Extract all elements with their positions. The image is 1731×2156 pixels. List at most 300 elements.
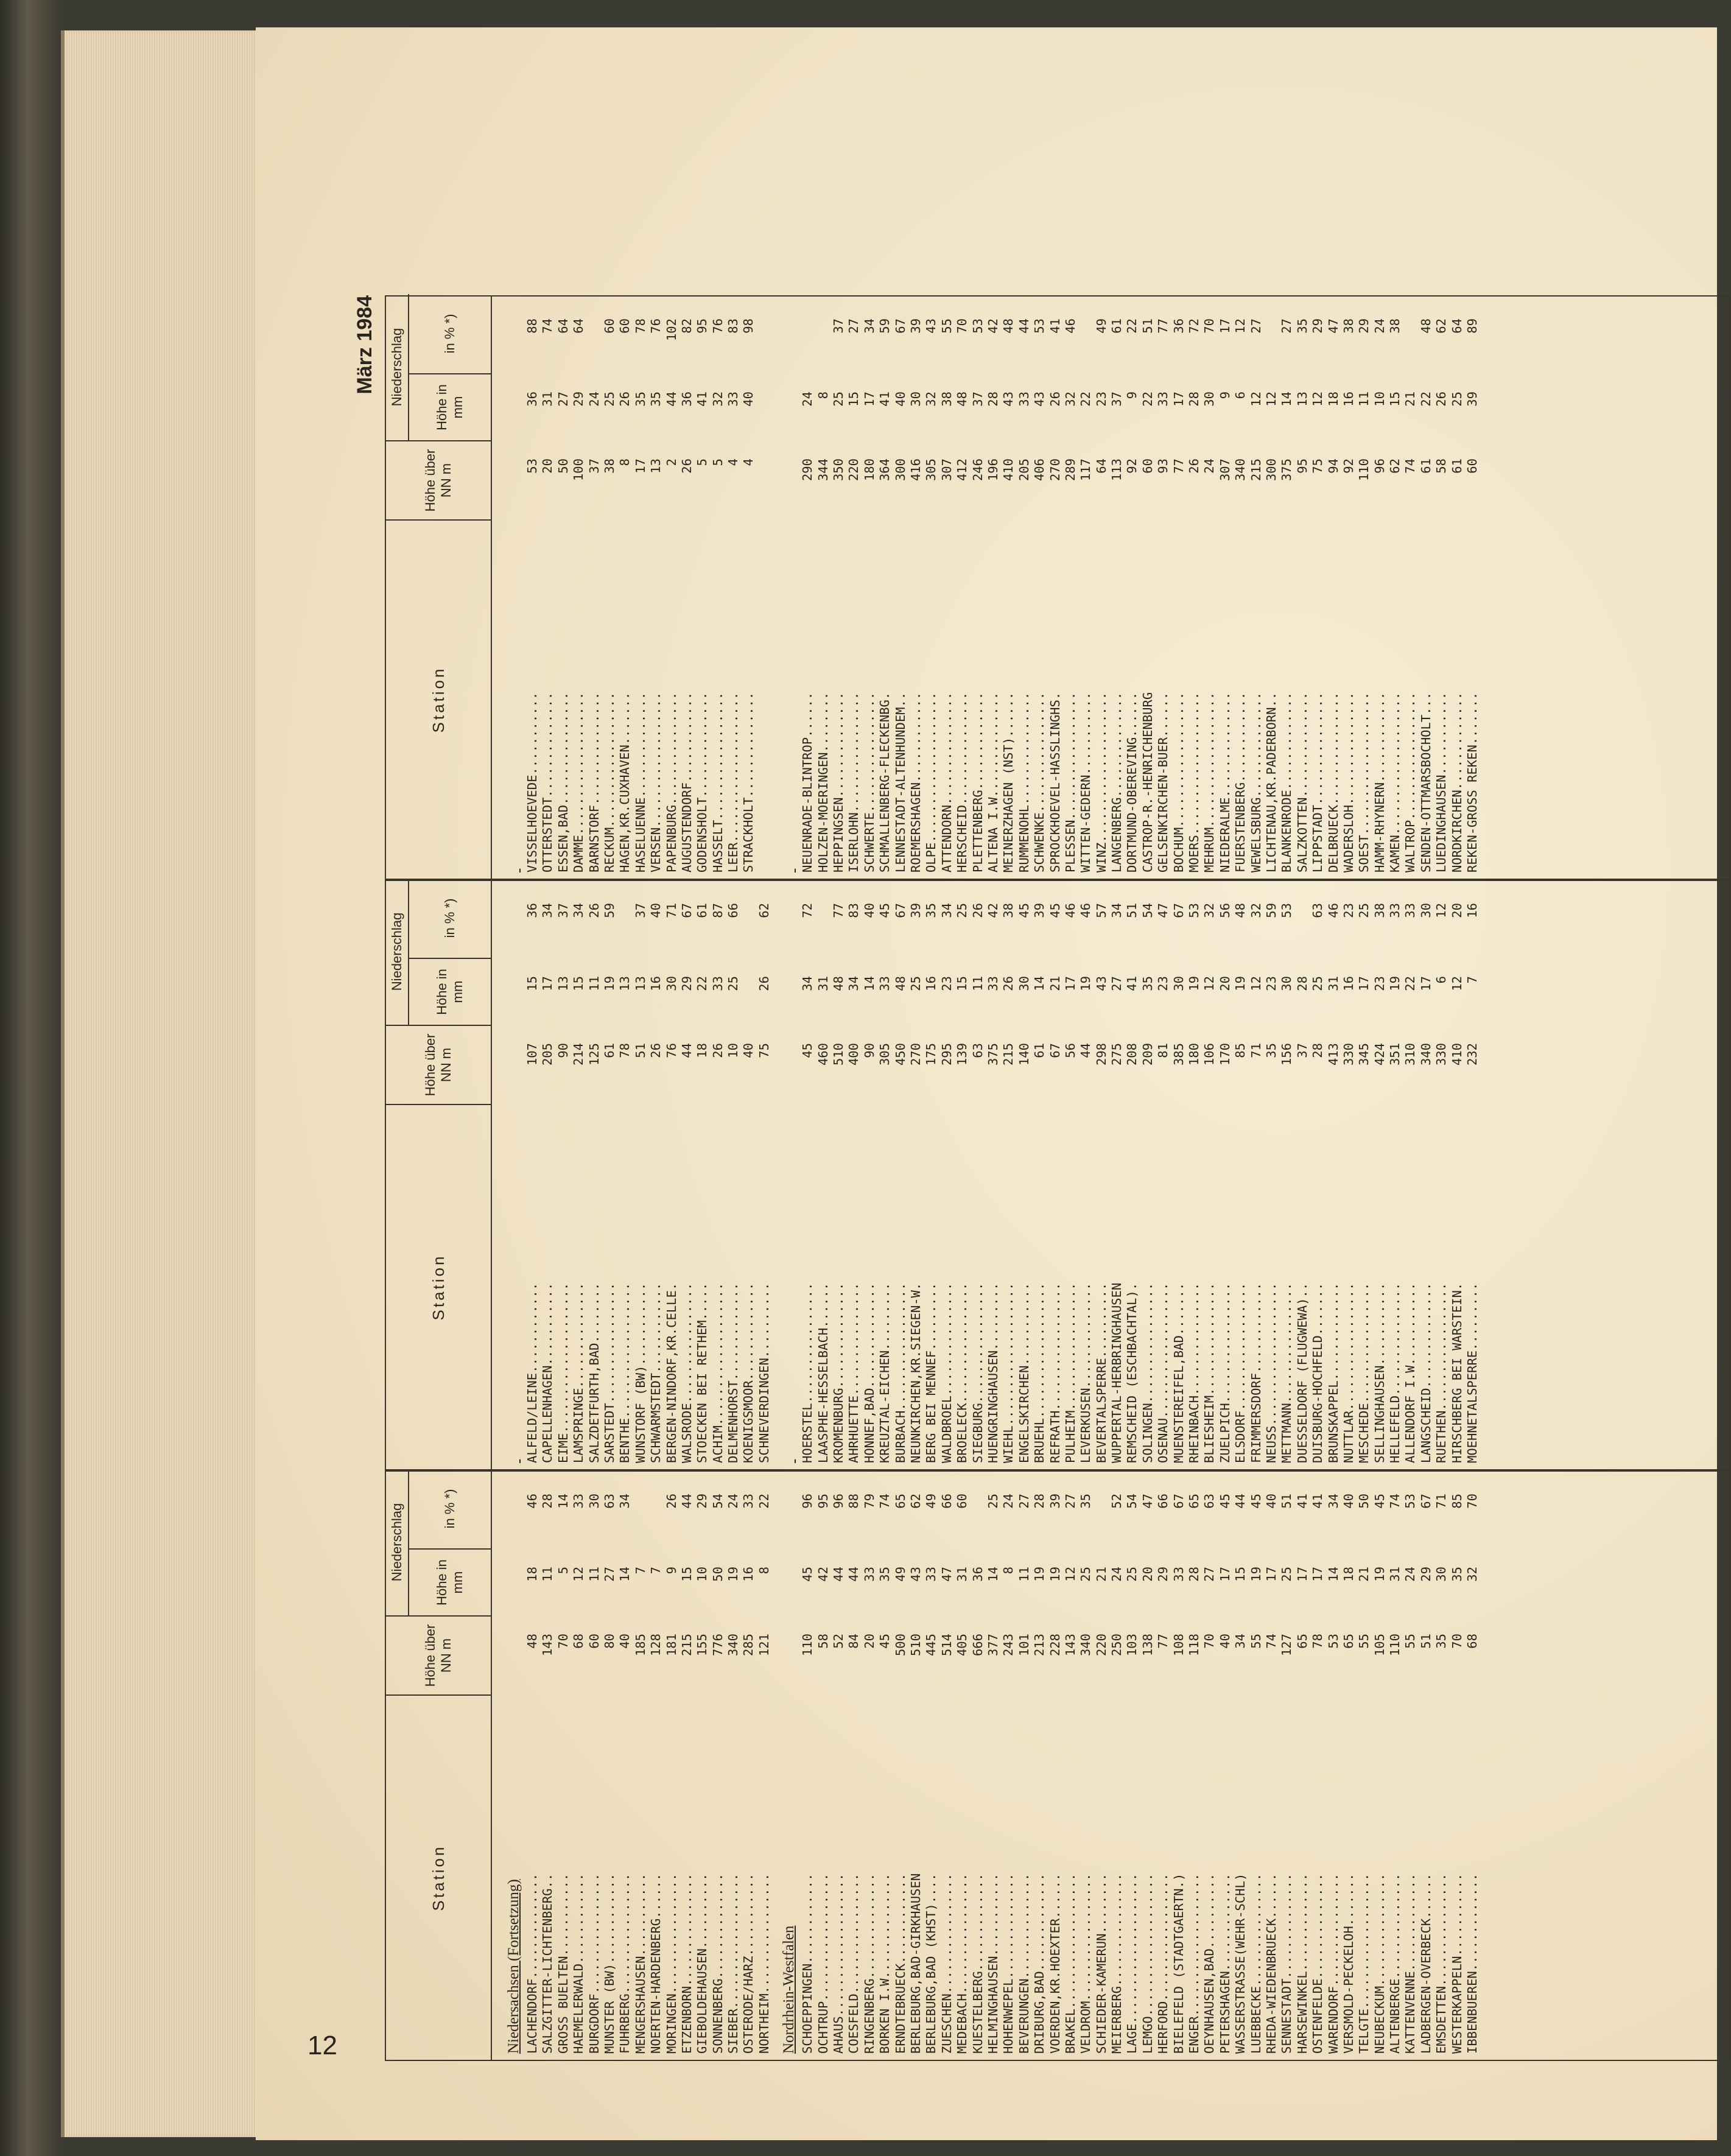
station-name: PULHEIM................. (1062, 1282, 1078, 1463)
station-hoehe: 300 (893, 458, 908, 482)
niederschlag-pct: 51 (1279, 1494, 1294, 1509)
station-hoehe: 298 (1094, 1043, 1109, 1066)
niederschlag-mm: 7 (1465, 976, 1480, 984)
station-hoehe: 140 (1016, 1043, 1031, 1066)
station-name: RINGENBERG.............. (862, 1873, 877, 2054)
station-name: AHRHUETTE............... (846, 1282, 862, 1463)
niederschlag-mm: 44 (846, 1567, 862, 1582)
niederschlag-pct: 47 (1156, 903, 1171, 918)
table-row (1125, 303, 1140, 873)
niederschlag-mm: 43 (1001, 392, 1016, 407)
niederschlag-mm: 13 (555, 976, 571, 991)
station-hoehe: 350 (831, 458, 846, 482)
table-row (1279, 1478, 1294, 2054)
station-hoehe: 340 (1078, 1634, 1094, 1657)
niederschlag-pct: 37 (633, 903, 648, 918)
niederschlag-pct: 45 (1248, 1494, 1263, 1509)
table-row (1078, 303, 1094, 873)
table-row (971, 1478, 986, 2054)
niederschlag-mm: 30 (908, 392, 923, 407)
niederschlag-mm: 33 (726, 392, 741, 407)
station-name: ENGER................... (1187, 1873, 1202, 2054)
station-name: ETZENBORN............... (679, 1873, 694, 2054)
niederschlag-pct: 64 (571, 318, 586, 334)
station-hoehe: 55 (1357, 1634, 1372, 1649)
table-row (1109, 887, 1125, 1463)
niederschlag-mm: 32 (1465, 1567, 1480, 1582)
niederschlag-mm: 12 (1202, 976, 1217, 991)
niederschlag-mm: 21 (1094, 1567, 1109, 1582)
niederschlag-pct: 49 (924, 1494, 939, 1509)
niederschlag-mm: 21 (1403, 392, 1418, 407)
table-row (1295, 303, 1310, 873)
station-name: DAMME................... (571, 692, 586, 873)
station-hoehe: 310 (1403, 1043, 1418, 1066)
niederschlag-pct: 22 (756, 1494, 771, 1509)
station-hoehe: 63 (970, 1043, 985, 1058)
station-hoehe: 40 (741, 1043, 756, 1058)
niederschlag-mm: 41 (877, 392, 893, 407)
table-row (1078, 1478, 1094, 2054)
station-name: DELBRUECK............... (1325, 692, 1341, 873)
station-name: LADBERGEN-OVERBECK...... (1418, 1873, 1433, 2054)
station-name: BLIESHEIM............... (1202, 1282, 1217, 1463)
niederschlag-mm: 19 (1187, 976, 1202, 991)
station-name: GROSS BUELTEN........... (555, 1873, 571, 2054)
niederschlag-mm: 34 (800, 976, 815, 991)
station-hoehe: 48 (525, 1634, 539, 1649)
station-name: HEPPINGSEN.............. (831, 692, 846, 873)
niederschlag-pct: 12 (1233, 318, 1248, 334)
station-hoehe: 26 (648, 1043, 664, 1058)
section-heading: Nordrhein-Westfalen (781, 1925, 798, 2054)
station-name: HONNEF,BAD.............. (862, 1282, 877, 1463)
station-name: LAASPHE-HESSELBACH...... (815, 1282, 830, 1463)
niederschlag-pct: 27 (846, 318, 862, 334)
station-hoehe: 51 (1418, 1634, 1433, 1649)
niederschlag-pct: 53 (1403, 1494, 1418, 1509)
table-row (939, 1478, 955, 2054)
niederschlag-mm: 17 (1062, 976, 1078, 991)
niederschlag-mm: 9 (664, 1567, 679, 1575)
table-row (1434, 303, 1449, 873)
table-row (908, 303, 924, 873)
station-name: SCHIEDER-KAMERUN........ (1094, 1873, 1109, 2054)
station-hoehe: 76 (664, 1043, 679, 1058)
station-name: KUESTELBERG............. (970, 1873, 985, 2054)
station-hoehe: 58 (815, 1634, 830, 1649)
niederschlag-pct: 41 (1047, 318, 1062, 334)
station-hoehe: 209 (1140, 1043, 1155, 1066)
station-name: HUENGRINGHAUSEN......... (985, 1282, 1000, 1463)
niederschlag-pct: 33 (741, 1494, 756, 1509)
station-hoehe: 45 (877, 1634, 893, 1649)
station-name: LICHTENAU,KR.PADERBORN.. (1263, 692, 1279, 873)
station-name: ERNDTEBRUECK............ (893, 1873, 908, 2054)
table-row (1109, 1478, 1125, 2054)
station-name: ESSEN,BAD............... (555, 692, 571, 873)
table-row (1372, 887, 1388, 1463)
station-hoehe: 416 (908, 458, 923, 482)
station-hoehe: 295 (939, 1043, 954, 1066)
niederschlag-mm: 25 (1125, 1567, 1140, 1582)
table-row (877, 303, 893, 873)
table-row (1403, 1478, 1418, 2054)
station-name: WALTROP................. (1403, 692, 1418, 873)
table-row (1326, 887, 1341, 1463)
station-hoehe: 64 (1094, 458, 1109, 474)
niederschlag-pct: 67 (679, 903, 694, 918)
niederschlag-mm: 17 (1217, 1567, 1232, 1582)
niederschlag-pct: 20 (1449, 903, 1464, 918)
station-name: EMSDETTEN............... (1434, 1873, 1449, 2054)
table-block-3 (385, 295, 1730, 880)
station-hoehe: 101 (1016, 1634, 1031, 1657)
niederschlag-mm: 33 (877, 976, 893, 991)
station-hoehe: 8 (617, 458, 633, 466)
station-hoehe: 205 (1016, 458, 1031, 482)
station-name: WASSERSTRASSE(WEHR-SCHL) (1233, 1873, 1248, 2054)
station-hoehe: 290 (800, 458, 815, 482)
section-heading (505, 887, 522, 1463)
table-row (1341, 887, 1357, 1463)
station-hoehe: 5 (695, 458, 710, 466)
station-name: BRUNSKAPPEL............. (1325, 1282, 1341, 1463)
table-row (1388, 303, 1403, 873)
niederschlag-pct: 46 (1325, 903, 1341, 918)
station-hoehe: 776 (710, 1634, 725, 1657)
niederschlag-mm: 33 (1156, 392, 1171, 407)
niederschlag-pct: 48 (1233, 903, 1248, 918)
table-row (924, 887, 939, 1463)
niederschlag-mm: 27 (1202, 1567, 1217, 1582)
niederschlag-pct: 67 (893, 318, 908, 334)
table-row (1310, 303, 1325, 873)
niederschlag-mm: 23 (1263, 976, 1279, 991)
table-row (1341, 303, 1357, 873)
station-name: ATTENDORN............... (939, 692, 954, 873)
niederschlag-pct: 63 (1202, 1494, 1217, 1509)
header-niederschlag (386, 294, 491, 440)
header-station: Station (386, 1694, 491, 2060)
niederschlag-pct: 44 (1016, 318, 1031, 334)
niederschlag-pct: 59 (1263, 903, 1279, 918)
niederschlag-pct: 50 (1357, 1494, 1372, 1509)
niederschlag-pct: 39 (908, 903, 923, 918)
station-hoehe: 445 (924, 1634, 939, 1657)
niederschlag-mm: 17 (1171, 392, 1186, 407)
station-hoehe: 74 (1403, 458, 1418, 474)
table-row (1125, 1478, 1140, 2054)
table-row (587, 1478, 602, 2054)
station-name: REMSCHEID (ESCHBACHTAL). (1125, 1282, 1140, 1463)
table-row (1450, 303, 1465, 873)
table-body (492, 1472, 1480, 2060)
table-row (540, 1478, 555, 2054)
station-name: SONNENBERG.............. (710, 1873, 725, 2054)
station-hoehe: 108 (1171, 1634, 1186, 1657)
table-row (846, 303, 862, 873)
station-name: LAMSPRINGE.............. (571, 1282, 586, 1463)
page-stack-edge (61, 30, 259, 2137)
niederschlag-mm: 39 (1465, 392, 1480, 407)
niederschlag-pct: 65 (893, 1494, 908, 1509)
niederschlag-mm: 35 (633, 392, 648, 407)
niederschlag-mm: 18 (1341, 1567, 1356, 1582)
station-hoehe: 56 (1062, 1043, 1078, 1058)
niederschlag-mm: 12 (1310, 392, 1325, 407)
niederschlag-mm: 12 (1062, 1567, 1078, 1582)
table-row (525, 303, 540, 873)
station-hoehe: 307 (1217, 458, 1232, 482)
header-niederschlag (386, 879, 491, 1025)
niederschlag-mm: 43 (908, 1567, 923, 1582)
table-row (816, 303, 831, 873)
niederschlag-mm: 16 (1341, 392, 1356, 407)
niederschlag-pct: 79 (862, 1494, 877, 1509)
station-hoehe: 40 (617, 1634, 633, 1649)
station-name: MOERS................... (1187, 692, 1202, 873)
niederschlag-pct: 62 (1434, 318, 1449, 334)
station-name: OEYNHAUSEN,BAD.......... (1202, 1873, 1217, 2054)
station-name: ACHIM................... (710, 1282, 725, 1463)
station-name: SCHMALLENBERG-FLECKENBG. (877, 692, 893, 873)
station-hoehe: 400 (846, 1043, 862, 1066)
niederschlag-pct: 46 (525, 1494, 539, 1509)
niederschlag-pct: 42 (985, 318, 1000, 334)
niederschlag-pct: 38 (1372, 903, 1387, 918)
niederschlag-mm: 31 (815, 976, 830, 991)
station-hoehe: 106 (1202, 1043, 1217, 1066)
table-row (831, 1478, 846, 2054)
station-hoehe: 128 (648, 1634, 664, 1657)
niederschlag-mm: 12 (571, 1567, 586, 1582)
station-name: WEWELSBURG.............. (1248, 692, 1263, 873)
station-hoehe: 77 (1171, 458, 1186, 474)
station-name: DELMENHORST............. (726, 1282, 741, 1463)
niederschlag-mm: 26 (1434, 392, 1449, 407)
table-row (664, 303, 679, 873)
niederschlag-mm: 26 (617, 392, 633, 407)
station-hoehe: 510 (908, 1634, 923, 1657)
niederschlag-pct: 34 (939, 903, 954, 918)
station-hoehe: 100 (571, 458, 586, 482)
niederschlag-mm: 11 (1357, 392, 1372, 407)
station-name: SPROCKHOEVEL-HASSLINGHS. (1047, 692, 1062, 873)
station-hoehe: 340 (1233, 458, 1248, 482)
station-hoehe: 77 (1156, 1634, 1171, 1649)
station-name: WALDBROEL............... (939, 1282, 954, 1463)
niederschlag-pct: 66 (939, 1494, 954, 1509)
station-hoehe: 118 (1187, 1634, 1202, 1657)
station-hoehe: 44 (679, 1043, 694, 1058)
niederschlag-pct: 63 (1310, 903, 1325, 918)
station-hoehe: 75 (756, 1043, 771, 1058)
table-row (1156, 303, 1171, 873)
header-hoehe: Höhe über NN m (386, 1025, 491, 1104)
station-hoehe: 44 (1078, 1043, 1094, 1058)
station-name: BURGDORF................ (586, 1873, 602, 2054)
niederschlag-mm: 22 (1403, 976, 1418, 991)
niederschlag-mm: 6 (1233, 392, 1248, 399)
table-row (1017, 887, 1032, 1463)
niederschlag-pct: 41 (1310, 1494, 1325, 1509)
niederschlag-pct: 40 (1263, 1494, 1279, 1509)
table-body (492, 881, 1480, 1469)
station-hoehe: 84 (846, 1634, 862, 1649)
station-name: GIEBOLDEHAUSEN.......... (695, 1873, 710, 2054)
niederschlag-pct: 102 (664, 318, 679, 342)
niederschlag-pct: 88 (525, 318, 539, 334)
niederschlag-pct: 60 (617, 318, 633, 334)
station-hoehe: 55 (1403, 1634, 1418, 1649)
niederschlag-pct: 23 (1341, 903, 1356, 918)
station-hoehe: 412 (955, 458, 970, 482)
niederschlag-mm: 13 (1294, 392, 1310, 407)
niederschlag-mm: 19 (1388, 976, 1403, 991)
niederschlag-pct: 24 (1001, 1494, 1016, 1509)
niederschlag-pct: 62 (908, 1494, 923, 1509)
niederschlag-mm: 35 (648, 392, 664, 407)
niederschlag-mm: 27 (1109, 976, 1125, 991)
table-row (893, 1478, 908, 2054)
niederschlag-mm: 23 (1094, 392, 1109, 407)
niederschlag-pct: 30 (586, 1494, 602, 1509)
niederschlag-mm: 28 (1294, 976, 1310, 991)
table-row (571, 303, 586, 873)
niederschlag-pct: 83 (726, 318, 741, 334)
station-name: BERLEBURG,BAD-GIRKHAUSEN (908, 1873, 923, 2054)
station-name: NEUSS................... (1263, 1282, 1279, 1463)
station-hoehe: 74 (1263, 1634, 1279, 1649)
table-row (695, 303, 710, 873)
header-hoehe: Höhe über NN m (386, 1615, 491, 1694)
niederschlag-mm: 19 (726, 1567, 741, 1582)
niederschlag-mm: 15 (955, 976, 970, 991)
niederschlag-mm: 14 (617, 1567, 633, 1582)
niederschlag-pct: 61 (1109, 318, 1125, 334)
station-hoehe: 70 (555, 1634, 571, 1649)
station-hoehe: 65 (1294, 1634, 1310, 1649)
header-niederschlag-label: Niederschlag (386, 294, 409, 440)
niederschlag-mm: 43 (1032, 392, 1047, 407)
niederschlag-mm: 16 (924, 976, 939, 991)
station-hoehe: 385 (1171, 1043, 1186, 1066)
niederschlag-mm: 29 (1418, 1567, 1433, 1582)
station-name: CAPELLENHAGEN........... (540, 1282, 555, 1463)
station-name: METTMANN................ (1279, 1282, 1294, 1463)
station-hoehe: 40 (1217, 1634, 1232, 1649)
station-name: REFRATH................. (1047, 1282, 1062, 1463)
niederschlag-pct: 63 (602, 1494, 617, 1509)
station-name: HERFORD................. (1156, 1873, 1171, 2054)
niederschlag-mm: 10 (1372, 392, 1387, 407)
station-hoehe: 20 (862, 1634, 877, 1649)
station-hoehe: 90 (555, 1043, 571, 1058)
station-name: HELLEFELD............... (1388, 1282, 1403, 1463)
station-name: MEHRUM.................. (1202, 692, 1217, 873)
station-name: WADERSLOH............... (1341, 692, 1356, 873)
station-name: VERSMOLD-PECKELOH....... (1341, 1873, 1356, 2054)
station-hoehe: 60 (586, 1634, 602, 1649)
station-name: IBBENBUEREN............. (1465, 1873, 1480, 2054)
station-name: SCHWARMSTEDT............ (648, 1282, 664, 1463)
niederschlag-mm: 17 (862, 392, 877, 407)
station-name: ALTENA I.W.............. (985, 692, 1000, 873)
table-row (617, 303, 633, 873)
table-row (1171, 303, 1187, 873)
station-hoehe: 38 (602, 458, 617, 474)
station-hoehe: 55 (1248, 1634, 1263, 1649)
niederschlag-pct: 77 (831, 903, 846, 918)
station-hoehe: 410 (1449, 1043, 1464, 1066)
table-row (1140, 1478, 1156, 2054)
station-hoehe: 375 (985, 1043, 1000, 1066)
station-hoehe: 61 (602, 1043, 617, 1058)
station-hoehe: 53 (1325, 1634, 1341, 1649)
station-name: GODENSHOLT.............. (695, 692, 710, 873)
table-row (741, 1478, 756, 2054)
header-niederschlag-label: Niederschlag (386, 1469, 409, 1615)
niederschlag-pct: 83 (846, 903, 862, 918)
table-row (695, 1478, 710, 2054)
table-row (726, 303, 741, 873)
station-hoehe: 450 (893, 1043, 908, 1066)
niederschlag-pct: 34 (1325, 1494, 1341, 1509)
niederschlag-pct: 29 (695, 1494, 710, 1509)
station-hoehe: 127 (1279, 1634, 1294, 1657)
niederschlag-mm: 30 (1016, 976, 1031, 991)
niederschlag-pct: 32 (1248, 903, 1263, 918)
station-hoehe: 51 (633, 1043, 648, 1058)
station-hoehe: 175 (924, 1043, 939, 1066)
table-row (1218, 1478, 1233, 2054)
niederschlag-mm: 32 (710, 392, 725, 407)
station-name: ZUESCHEN................ (939, 1873, 954, 2054)
table-row (711, 1478, 726, 2054)
station-name: SIEBER.................. (726, 1873, 741, 2054)
table-row (571, 887, 586, 1463)
niederschlag-pct: 33 (1403, 903, 1418, 918)
station-name: SCHWENKE................ (1032, 692, 1047, 873)
station-name: MESCHEDE................ (1357, 1282, 1372, 1463)
station-name: KOENIGSMOOR............. (741, 1282, 756, 1463)
header-station: Station (386, 519, 491, 879)
rotated-table-sheet (353, 295, 1731, 2061)
niederschlag-pct: 35 (924, 903, 939, 918)
niederschlag-pct: 26 (664, 1494, 679, 1509)
station-hoehe: 305 (877, 1043, 893, 1066)
table-row (1218, 303, 1233, 873)
table-row (1048, 1478, 1063, 2054)
station-hoehe: 78 (1310, 1634, 1325, 1649)
station-hoehe: 5 (710, 458, 725, 466)
niederschlag-mm: 19 (1233, 976, 1248, 991)
station-hoehe: 13 (648, 458, 664, 474)
table-row (862, 303, 877, 873)
niederschlag-mm: 29 (679, 976, 694, 991)
table-row (525, 887, 540, 1463)
niederschlag-mm: 25 (1310, 976, 1325, 991)
station-name: FRIMMERSDORF............ (1248, 1282, 1263, 1463)
table-row (924, 303, 939, 873)
niederschlag-pct: 67 (1171, 903, 1186, 918)
station-name: ALTENBERGE.............. (1388, 1873, 1403, 2054)
table-row (1295, 887, 1310, 1463)
station-name: KATTENVENNE............. (1403, 1873, 1418, 2054)
niederschlag-pct: 45 (1016, 903, 1031, 918)
station-name: MUNSTER (BW)............ (602, 1873, 617, 2054)
